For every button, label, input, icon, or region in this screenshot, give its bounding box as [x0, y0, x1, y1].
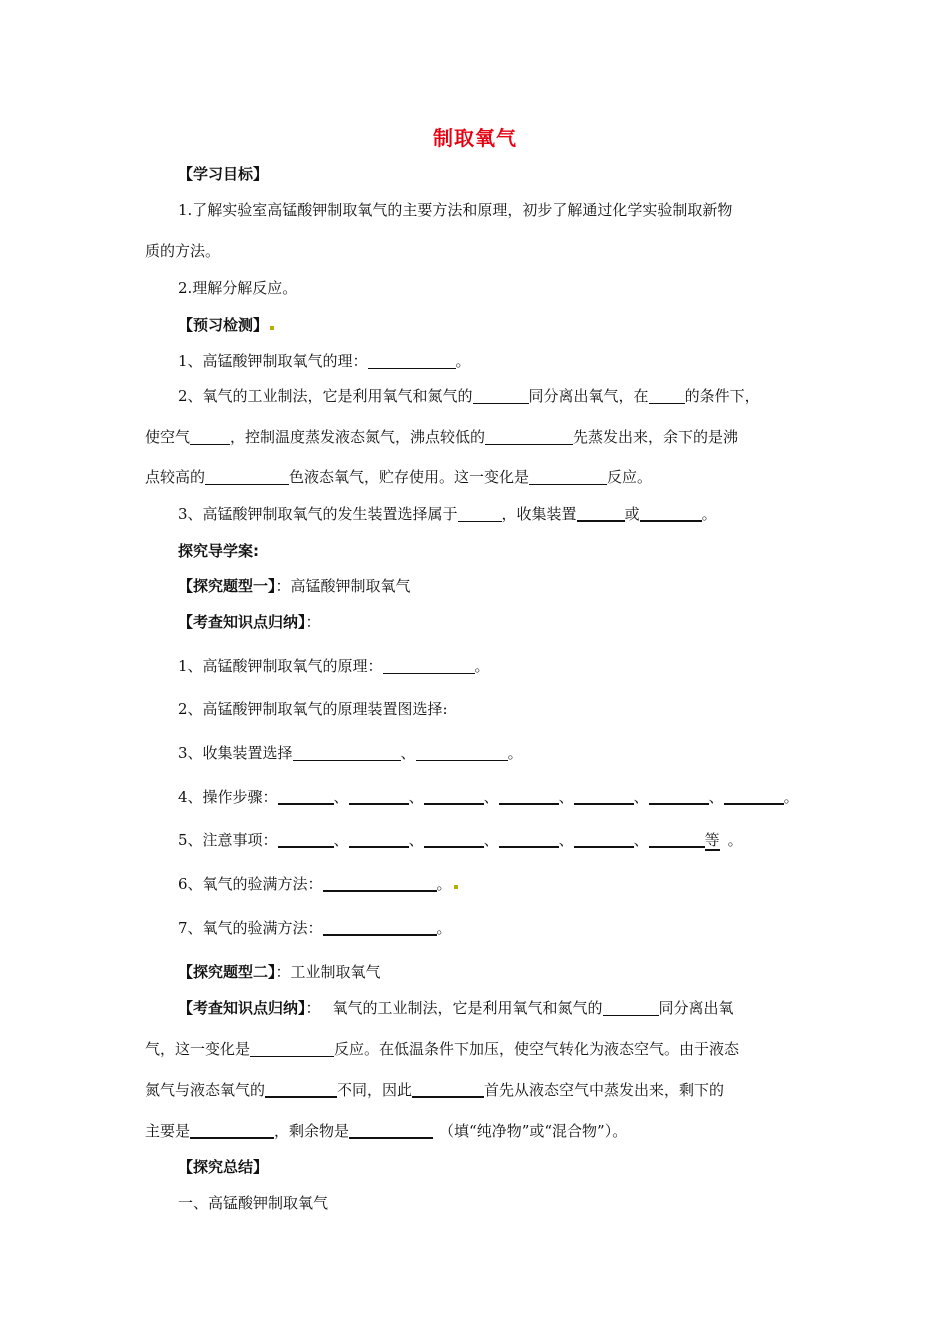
text: 不同，因此 [337, 1081, 413, 1099]
answer-blank [640, 504, 702, 522]
text: 1、高锰酸钾制取氧气的原理： [178, 657, 383, 675]
type-2-heading: 【探究题型二】 [178, 963, 276, 981]
knowledge-item-1 [178, 655, 490, 677]
answer-blank [383, 657, 475, 674]
goal-1-line-2: 质的方法。 [145, 242, 221, 260]
knowledge-heading-2: 【考查知识点归纳】 [178, 999, 306, 1017]
preview-item-2-line-2 [145, 426, 738, 448]
knowledge-item-6 [178, 873, 458, 895]
answer-blank [368, 352, 456, 369]
answer-blank [649, 787, 709, 805]
text: 气，这一变化是 [145, 1040, 251, 1058]
preview-heading-row [178, 314, 274, 336]
type-1-heading-row [178, 575, 411, 597]
answer-blank [323, 874, 437, 892]
summary-item-1: 一、高锰酸钾制取氧气 [178, 1194, 329, 1212]
goal-1-line-1: 1.了解实验室高锰酸钾制取氧气的主要方法和原理，初步了解通过化学实验制取新物 [178, 201, 733, 219]
marker-dot [270, 326, 274, 330]
comma: 、 [633, 788, 649, 806]
text: 首先从液态空气中蒸发出来，剩下的 [484, 1081, 725, 1099]
answer-blank [278, 787, 334, 805]
type-2-text: ：工业制取氧气 [275, 963, 381, 981]
answer-blank [603, 999, 659, 1016]
type-1-text: ：高锰酸钾制取氧气 [275, 577, 411, 595]
type-2-para-line-1 [178, 997, 734, 1019]
answer-blank [323, 918, 437, 936]
preview-item-2-line-1 [178, 385, 760, 407]
text: 的条件下， [684, 387, 760, 405]
text: 氧气的工业制法，它是利用氧气和氮气的 [332, 999, 603, 1017]
marker-dot [454, 885, 458, 889]
answer-blank [349, 830, 409, 848]
type-2-para-line-4 [145, 1120, 627, 1142]
summary-heading: 【探究总结】 [178, 1158, 269, 1176]
comma: 、 [483, 831, 499, 849]
page-title: 制取氧气 [433, 126, 517, 150]
text: ，剩余物是 [274, 1122, 350, 1140]
comma: 、 [633, 831, 649, 849]
preview-item-1-text: 1、高锰酸钾制取氧气的理： [178, 352, 368, 370]
goals-heading: 【学习目标】 [178, 165, 269, 183]
text: 同分离出氧 [658, 999, 734, 1017]
text: 同分离出氧气，在 [528, 387, 649, 405]
text: 主要是 [145, 1122, 191, 1140]
text: 或 [624, 505, 640, 523]
answer-blank [424, 830, 484, 848]
type-2-para-line-2 [145, 1038, 739, 1060]
text: 反应。 [607, 468, 653, 486]
comma: 、 [558, 831, 574, 849]
knowledge-item-5 [178, 829, 743, 851]
answer-blank [473, 387, 529, 404]
comma: 、 [408, 831, 424, 849]
text: 5、注意事项： [178, 831, 278, 849]
colon: ： [305, 613, 321, 631]
text: 色液态氧气，贮存使用。这一变化是 [289, 468, 530, 486]
text: （填“纯净物”或“混合物”）。 [439, 1122, 628, 1140]
period: 。 [436, 875, 452, 893]
colon: ： [305, 999, 321, 1017]
explore-heading: 探究导学案: [178, 542, 259, 560]
answer-blank [577, 504, 625, 522]
type-2-para-line-3 [145, 1079, 724, 1101]
text: 先蒸发出来，余下的是沸 [573, 428, 739, 446]
type-2-heading-row [178, 961, 381, 983]
preview-heading: 【预习检测】 [178, 316, 269, 334]
text: 7、氧气的验满方法： [178, 919, 323, 937]
answer-blank [412, 1080, 484, 1098]
answer-blank [349, 1121, 433, 1139]
answer-blank [265, 1080, 337, 1098]
answer-blank [649, 387, 685, 404]
type-1-heading: 【探究题型一】 [178, 577, 276, 595]
text: 点较高的 [145, 468, 206, 486]
answer-blank [205, 468, 289, 485]
answer-blank [250, 1040, 334, 1057]
period: 。 [727, 831, 743, 849]
preview-item-1 [178, 350, 471, 372]
comma: 、 [400, 744, 416, 762]
answer-blank [724, 787, 784, 805]
goal-2: 2.理解分解反应。 [178, 279, 298, 297]
text: ，收集装置 [501, 505, 577, 523]
text: 3、收集装置选择 [178, 744, 293, 762]
answer-blank [499, 787, 559, 805]
answer-blank [190, 1121, 274, 1139]
text: 使空气 [145, 428, 191, 446]
knowledge-item-3 [178, 742, 523, 764]
period: 。 [436, 919, 452, 937]
preview-item-2-line-3 [145, 466, 652, 488]
answer-blank [574, 830, 634, 848]
answer-blank [574, 787, 634, 805]
answer-blank [349, 787, 409, 805]
knowledge-heading-row [178, 611, 321, 633]
comma: 、 [708, 788, 724, 806]
period: 。 [701, 505, 717, 523]
text: 4、操作步骤： [178, 788, 278, 806]
answer-blank [649, 830, 705, 848]
text: 2、氧气的工业制法，它是利用氧气和氮气的 [178, 387, 473, 405]
text: 6、氧气的验满方法： [178, 875, 323, 893]
answer-blank [416, 744, 508, 761]
period: 。 [474, 657, 490, 675]
answer-blank [499, 830, 559, 848]
preview-item-3 [178, 503, 717, 525]
knowledge-item-2: 2、高锰酸钾制取氧气的原理装置图选择: [178, 700, 448, 718]
period: 。 [783, 788, 799, 806]
answer-blank [424, 787, 484, 805]
answer-blank [458, 505, 502, 522]
text: 反应。在低温条件下加压，使空气转化为液态空气。由于液态 [334, 1040, 740, 1058]
knowledge-heading: 【考查知识点归纳】 [178, 613, 306, 631]
text: ，控制温度蒸发液态氮气，沸点较低的 [230, 428, 486, 446]
answer-blank [278, 830, 334, 848]
comma: 、 [558, 788, 574, 806]
text: 氮气与液态氧气的 [145, 1081, 266, 1099]
period: 。 [455, 352, 471, 370]
answer-blank [485, 428, 573, 445]
comma: 、 [333, 788, 349, 806]
answer-blank [190, 428, 230, 445]
knowledge-item-7 [178, 917, 452, 939]
comma: 、 [483, 788, 499, 806]
knowledge-item-4 [178, 786, 799, 808]
period: 。 [507, 744, 523, 762]
text: 3、高锰酸钾制取氧气的发生装置选择属于 [178, 505, 458, 523]
answer-blank [529, 468, 607, 485]
comma: 、 [333, 831, 349, 849]
answer-blank [293, 744, 401, 761]
comma: 、 [408, 788, 424, 806]
text: 等 [704, 831, 720, 849]
